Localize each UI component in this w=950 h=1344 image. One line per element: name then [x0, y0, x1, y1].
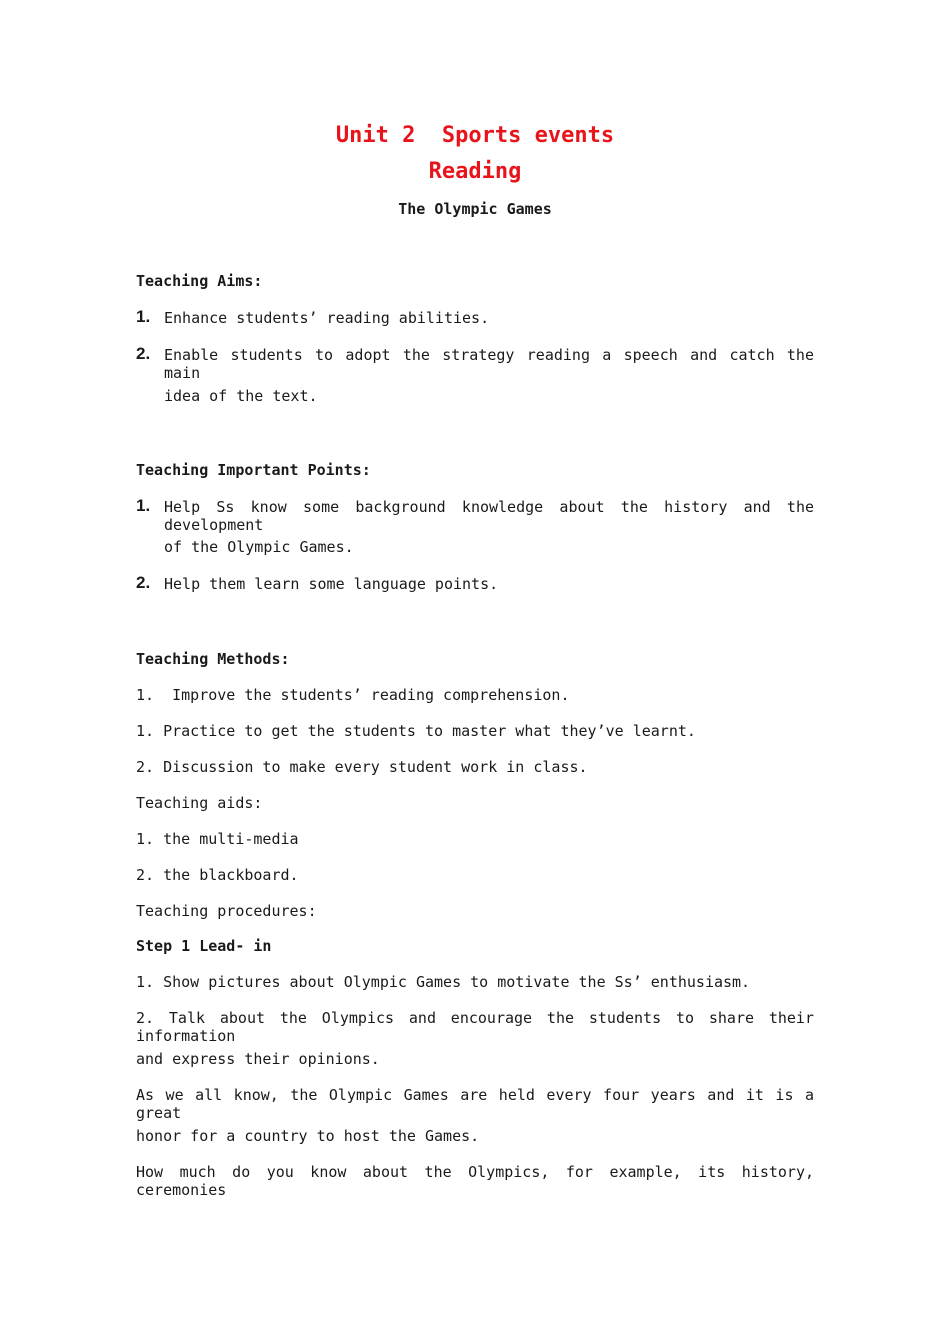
aid-item: 1. the multi-media [136, 830, 299, 848]
point-1-text-line2: of the Olympic Games. [164, 538, 354, 556]
procedure-line: and express their opinions. [136, 1050, 380, 1068]
method-item: 1. Improve the students’ reading comprehension. [136, 686, 570, 704]
aim-1-number: 1. [136, 307, 151, 326]
procedure-line: As we all know, the Olympic Games are held every four years and it is a great [136, 1086, 814, 1122]
lesson-title: The Olympic Games [398, 200, 552, 218]
method-item: 1. Practice to get the students to master what they’ve learnt. [136, 722, 696, 740]
aids-heading: Teaching aids: [136, 794, 263, 812]
section-title: Reading [428, 159, 522, 184]
unit-title: Unit 2 Sports events [335, 123, 615, 148]
point-2-number: 2. [136, 573, 151, 592]
step1-heading: Step 1 Lead- in [136, 937, 272, 955]
document-page [136, 0, 814, 1344]
procedure-line: How much do you know about the Olympics, for example, its history, ceremonies [136, 1163, 814, 1199]
aim-2-text-line2: idea of the text. [164, 387, 318, 405]
aim-1-text: Enhance students’ reading abilities. [164, 309, 490, 327]
point-2-text: Help them learn some language points. [164, 575, 499, 593]
teaching-aims-heading: Teaching Aims: [136, 272, 263, 290]
point-1-number: 1. [136, 496, 151, 515]
procedure-line: 1. Show pictures about Olympic Games to motivate the Ss’ enthusiasm. [136, 973, 751, 991]
aim-2-text-line1: Enable students to adopt the strategy reading a speech and catch the main [164, 346, 814, 382]
method-item: 2. Discussion to make every student work in class. [136, 758, 588, 776]
methods-heading: Teaching Methods: [136, 650, 290, 668]
aid-item: 2. the blackboard. [136, 866, 299, 884]
point-1-text-line1: Help Ss know some background knowledge about the history and the development [164, 498, 814, 534]
procedure-line: honor for a country to host the Games. [136, 1127, 480, 1145]
procedures-heading: Teaching procedures: [136, 902, 317, 920]
important-points-heading: Teaching Important Points: [136, 461, 371, 479]
procedure-line: 2. Talk about the Olympics and encourage the students to share their information [136, 1009, 814, 1045]
aim-2-number: 2. [136, 344, 151, 363]
